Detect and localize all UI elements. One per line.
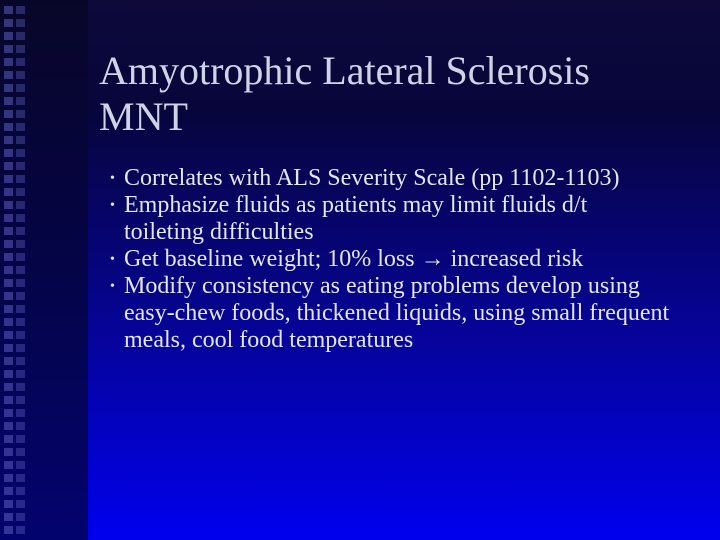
bullet-item: [110, 165, 670, 192]
bullet-item: [110, 192, 670, 246]
slide-title: [99, 48, 699, 140]
bullet-dot-icon: •: [110, 252, 115, 267]
bullet-item: [110, 246, 670, 273]
title-line-1: Amyotrophic Lateral Sclerosis: [99, 48, 590, 93]
bullet-item: [110, 273, 670, 354]
bullet-text: Get baseline weight; 10% loss → increased risk: [124, 246, 584, 272]
bullet-text: Emphasize fluids as patients may limit fluids d/t toileting difficulties: [124, 192, 588, 245]
bullet-dot-icon: •: [110, 279, 115, 294]
bullet-text: Correlates with ALS Severity Scale (pp 1102-1103): [124, 165, 620, 191]
square-pattern-column: [4, 6, 13, 534]
bullet-text: Modify consistency as eating problems develop using easy-chew foods, thickened liquids, using small frequent meals, cool food temperatures: [124, 273, 670, 353]
bullet-dot-icon: •: [110, 171, 115, 186]
title-line-2: MNT: [99, 94, 188, 139]
left-decorative-strip: [0, 0, 88, 540]
bullet-list: [110, 165, 670, 354]
bullet-dot-icon: •: [110, 198, 115, 213]
square-pattern-column: [16, 6, 25, 534]
